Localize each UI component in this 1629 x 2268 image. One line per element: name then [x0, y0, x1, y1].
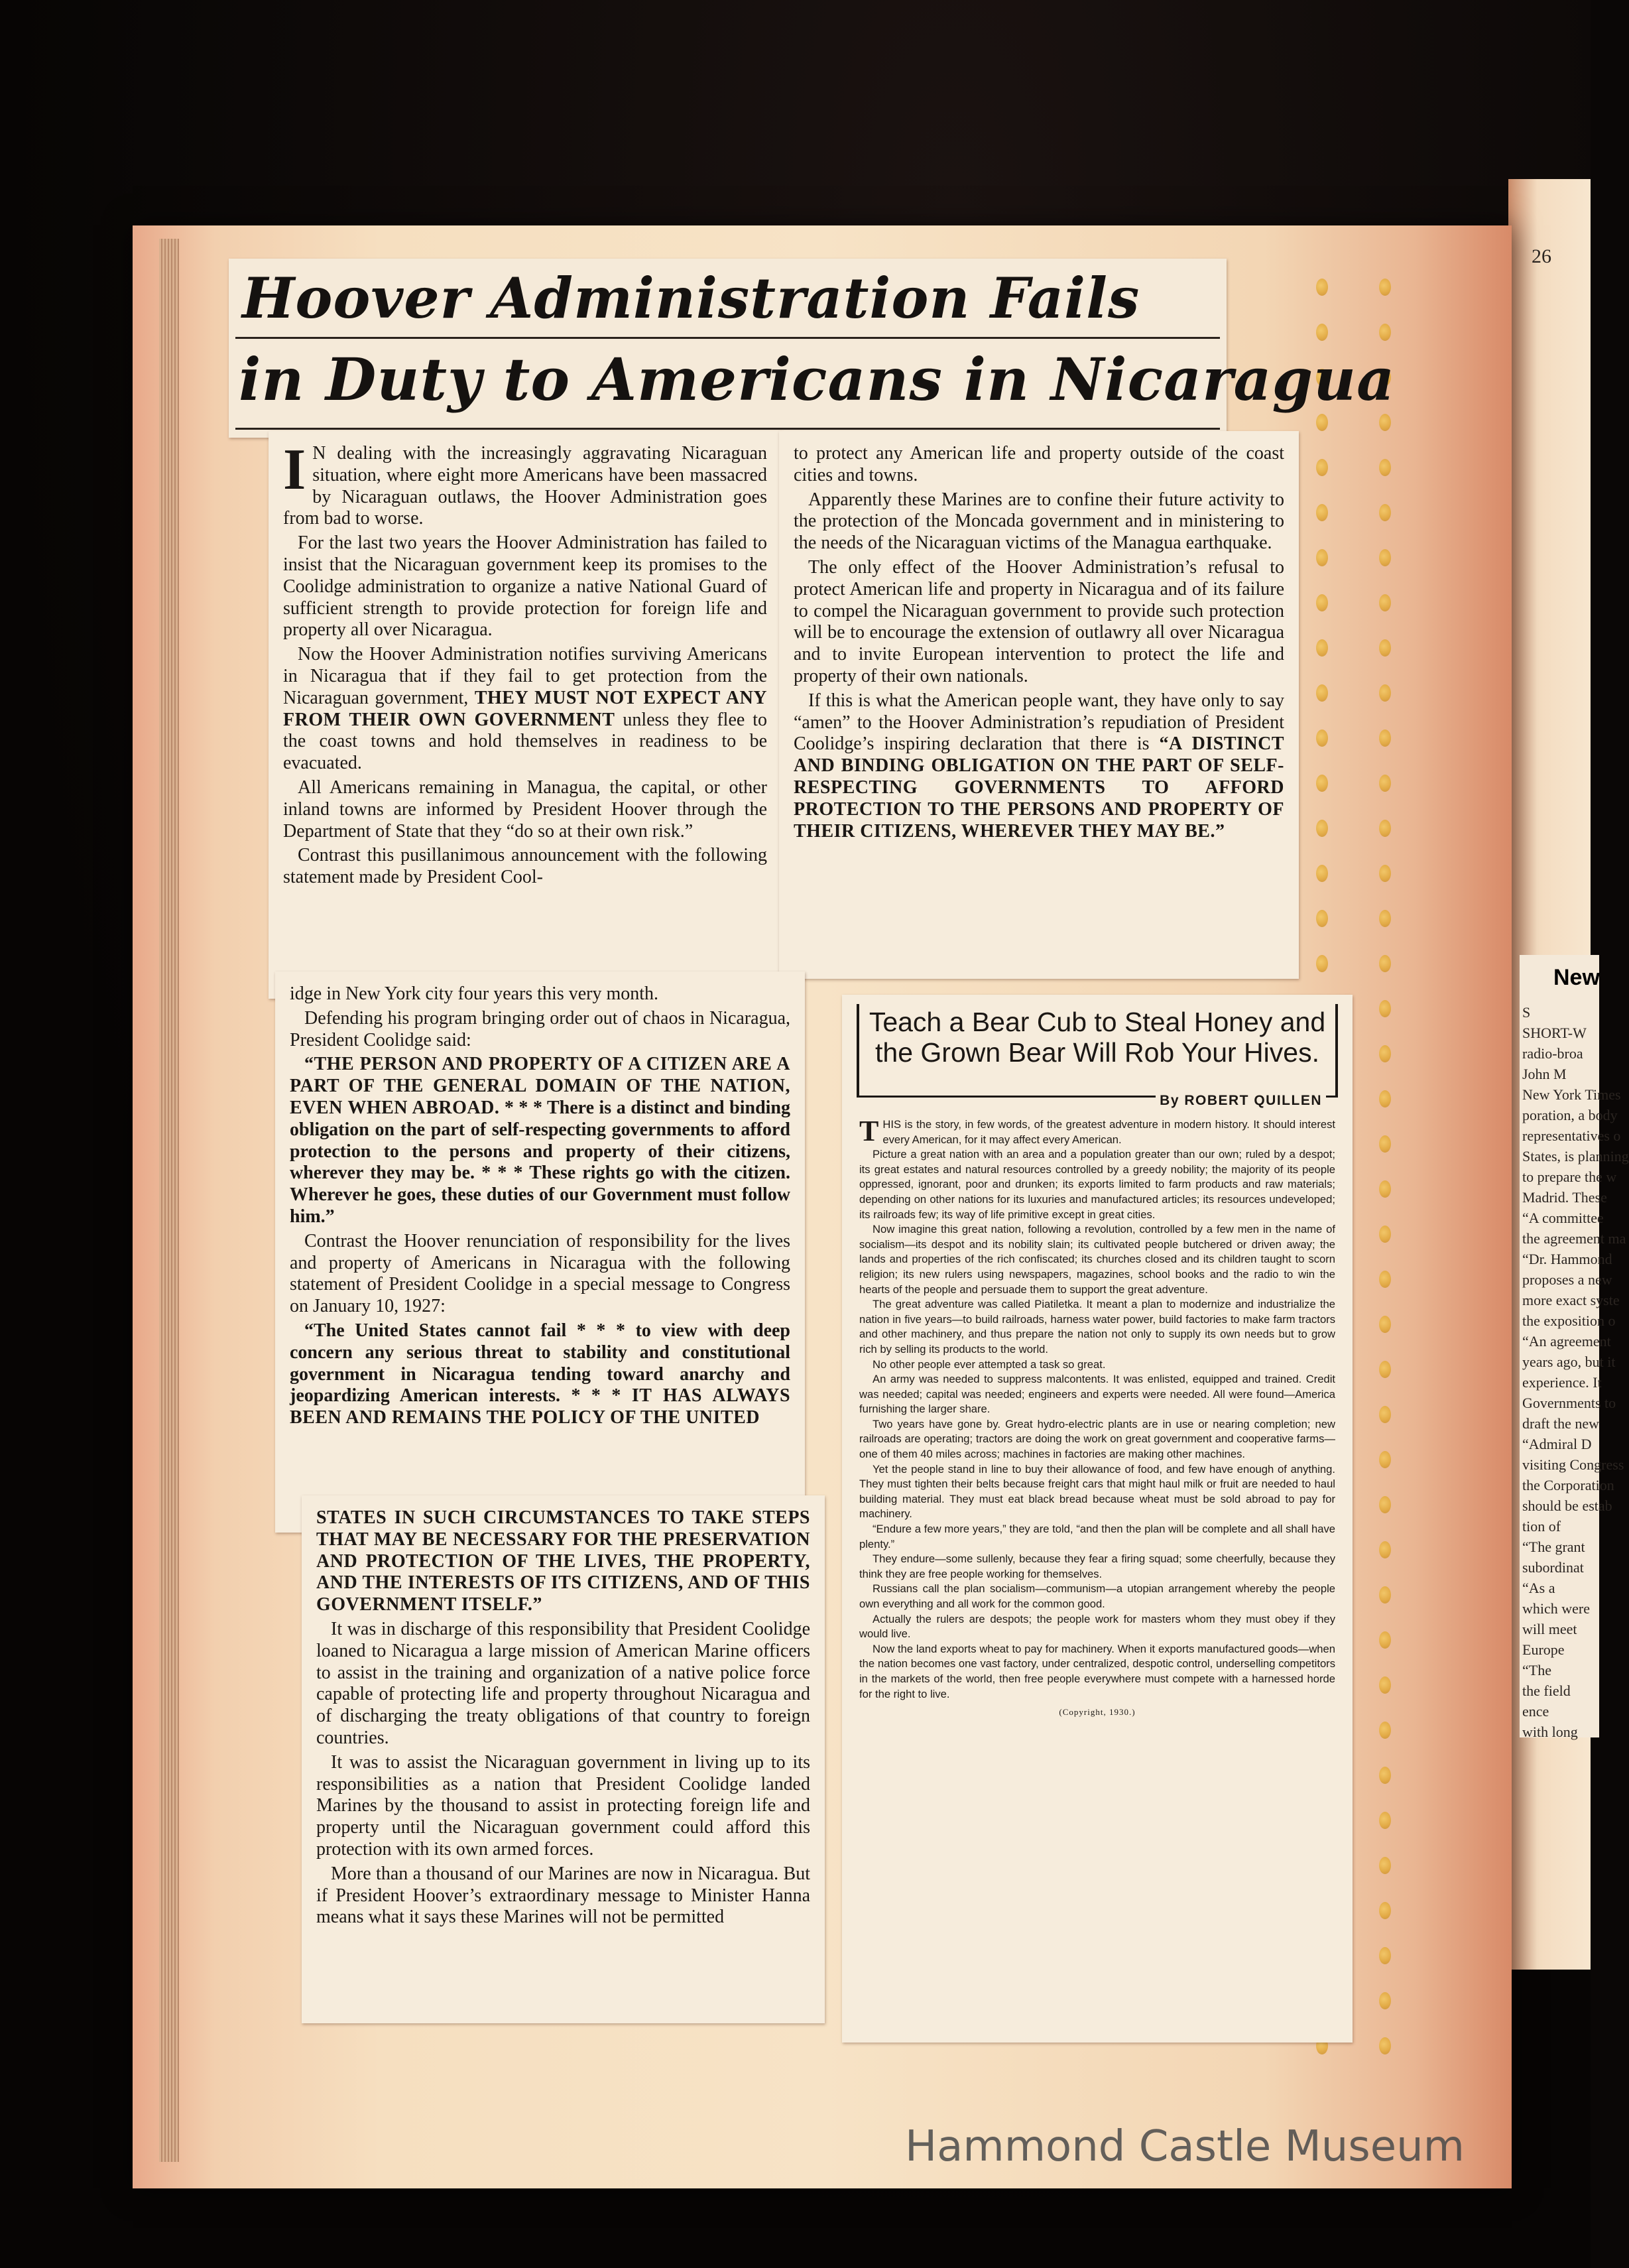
fragment-line: the agreement ma	[1522, 1230, 1626, 1247]
fragment-line: “Admiral D	[1522, 1436, 1592, 1452]
paragraph: They endure—some sullenly, because they fear a firing squad; some cheerfully, because they think they are free people working for themselves.	[859, 1552, 1335, 1580]
fragment-line: experience. It	[1522, 1374, 1602, 1391]
rivet	[1379, 684, 1391, 702]
paragraph: The great adventure was called Piatiletka. It meant a plan to modernize and industrialize the nation in five years—to build railroads, harness water power, build factories to make farm tractors and other machinery, and thus prepare the nation not only to supply its own needs but to grow rich by selling its products to the world.	[859, 1298, 1335, 1355]
paragraph: An army was needed to suppress malcontents. It was enlisted, equipped and trained. Credit was needed; capital was needed; engineers and experts were needed. All were found—America furnishing the larger share.	[859, 1373, 1335, 1416]
drop-cap: I	[283, 438, 306, 502]
rivet	[1379, 1812, 1391, 1829]
fragment-line: will meet	[1522, 1621, 1577, 1637]
rivet	[1379, 1857, 1391, 1874]
rivet	[1316, 414, 1328, 431]
fragment-line: States, is planning	[1522, 1148, 1629, 1165]
fragment-line: which were	[1522, 1600, 1591, 1617]
fragment-line: tion of	[1522, 1518, 1561, 1535]
fragment-line: visiting Congress	[1522, 1456, 1624, 1473]
paragraph: For the last two years the Hoover Administration has failed to insist that the Nicaraguan government keep its promises to the Coolidge administration to organize a native National Guard of sufficient strength to provide protection for foreign life and property all over Nicaragua.	[283, 533, 767, 641]
headline-line-2: in Duty to Americans in Nicaragua	[239, 345, 1396, 414]
rivet	[1316, 729, 1328, 747]
rivet	[1379, 1361, 1391, 1378]
rivet	[1379, 1631, 1391, 1649]
article-column-3	[275, 972, 805, 1533]
fragment-line: “Dr. Hammond	[1522, 1251, 1612, 1267]
paragraph: Contrast this pusillanimous announcement with the following statement made by President Cool-	[283, 845, 767, 888]
rivet	[1379, 594, 1391, 611]
page-stack-edge	[159, 239, 179, 2162]
rivet	[1316, 549, 1328, 566]
fragment-line: more exact syste	[1522, 1292, 1620, 1308]
rivet	[1316, 820, 1328, 837]
paragraph: Now imagine this great nation, following a revolution, controlled by a few men in the name of socialism—its despot and its nobility slain; its cultivated people butchered or driven away; the lands and properties of the rich confiscated; its churches closed and its children taught to scorn religion; its new rulers using newspapers, magazines, school books and the radio to win the hearts of the people and persuade them to support the great adventure.	[859, 1223, 1335, 1296]
article-column-1	[269, 431, 782, 999]
museum-watermark: Hammond Castle Museum	[905, 2122, 1465, 2171]
paragraph: Now the land exports wheat to pay for machinery. When it exports manufactured goods—when the nation becomes one vast factory, under centralized, despotic control, underselling competitors in the markets of the world, then free people everywhere must compete with a harnessed horde for the right to live.	[859, 1642, 1335, 1700]
fragment-line: “As a	[1522, 1580, 1555, 1596]
quoted-statement: “The United States cannot fail * * * to view with deep concern any serious threat to stability and constitutional government in Nicaragua tending toward anarchy and jeopardizing American interests. * * * IT HAS ALWAYS BEEN AND REMAINS THE POLICY OF THE UNITED	[290, 1320, 791, 1428]
quoted-statement: STATES IN SUCH CIRCUMSTANCES TO TAKE STEPS THAT MAY BE NECESSARY FOR THE PRESERVATION AND PROTECTION OF THE LIVES, THE PROPERTY, AND THE INTERESTS OF ITS CITIZENS, AND OF THIS GOVERNMENT ITSELF.”	[316, 1507, 810, 1615]
paragraph: No other people ever attempted a task so great.	[873, 1357, 1106, 1371]
rivet	[1379, 1271, 1391, 1288]
rivet	[1316, 775, 1328, 792]
fragment-line: radio-broa	[1522, 1045, 1583, 1062]
headline-clipping	[229, 259, 1396, 438]
rivet	[1379, 1767, 1391, 1784]
rivet	[1316, 955, 1328, 972]
fragment-line: S	[1522, 1004, 1531, 1021]
fragment-line: to prepare the w	[1522, 1168, 1617, 1185]
rivet	[1379, 1496, 1391, 1513]
rivet	[1379, 414, 1391, 431]
rivet	[1379, 1000, 1391, 1017]
paragraph: It was in discharge of this responsibility that President Coolidge loaned to Nicaragua a large mission of American Marine officers to assist in the training and organization of a native police force capable of protecting life and property throughout Nicaragua and of discharging the treaty obligations of that country to foreign countries.	[316, 1618, 810, 1748]
fragment-line: SHORT-W	[1522, 1025, 1587, 1041]
fragment-line: subordinat	[1522, 1559, 1584, 1576]
headline-rule-bottom	[235, 428, 1220, 430]
rivet	[1379, 324, 1391, 341]
rivet	[1316, 594, 1328, 611]
headline-rule	[235, 337, 1220, 339]
fragment-title: New	[1553, 965, 1600, 990]
fragment-line: John M	[1522, 1066, 1567, 1082]
rivet	[1379, 1722, 1391, 1739]
rivet	[1316, 910, 1328, 927]
rivet	[1379, 865, 1391, 882]
paragraph: Russians call the plan socialism—communism—a utopian arrangement whereby the people own everything and all work for the common good.	[859, 1582, 1335, 1610]
fragment-line: the exposition o	[1522, 1312, 1616, 1329]
rivet	[1379, 955, 1391, 972]
page-number: 26	[1532, 245, 1551, 267]
fragment-line: “A committee	[1522, 1210, 1604, 1226]
paragraph: It was to assist the Nicaraguan government in living up to its responsibilities as a nation that President Coolidge landed Marines by the thousand to assist in protecting foreign life and property until the Nicaraguan government could afford this protection with its own armed forces.	[316, 1751, 810, 1859]
rivet	[1316, 279, 1328, 296]
article-column-4	[302, 1495, 825, 2023]
fragment-line: New York Times	[1522, 1086, 1621, 1103]
fragment-line: years ago, but it	[1522, 1354, 1616, 1370]
rivet	[1316, 504, 1328, 521]
article-column-2	[779, 431, 1299, 979]
paragraph: If this is what the American people want, they have only to say “amen” to the Hoover Administration’s repudiation of President Coolidge’s inspiring declaration that there is “A DISTINCT AND BINDING OBLIGATION ON THE PART OF SELF-RESPECTING GOVERNMENTS TO AFFORD PROTECTION TO THE PERSONS AND PROPERTY OF THEIR CITIZENS, WHEREVER THEY MAY BE.”	[794, 690, 1285, 842]
quoted-statement: “THE PERSON AND PROPERTY OF A CITIZEN ARE A PART OF THE GENERAL DOMAIN OF THE NATION, EVEN WHEN ABROAD. * * * There is a distinct and binding obligation on the part of self-respecting governments to afford protection to the persons and property of their citizens, wherever they may be. * * * These rights go with the citizen. Wherever he goes, these duties of our Government must follow him.”	[290, 1054, 790, 1227]
rivet	[1379, 1992, 1391, 2009]
rivet	[1379, 1316, 1391, 1333]
fragment-line: Madrid. These	[1522, 1189, 1607, 1206]
rivet	[1379, 729, 1391, 747]
paragraph: to protect any American life and property outside of the coast cities and towns.	[794, 443, 1284, 485]
rivet	[1379, 504, 1391, 521]
fragment-line: “The grant	[1522, 1539, 1585, 1555]
paragraph: Two years have gone by. Great hydro-electric plants are in use or nearing completion; new railroads are operating; tractors are doing the work on great government and cooperative farms—one of them 40 miles across; machines in factories are making other machines.	[859, 1417, 1335, 1461]
paragraph: Picture a great nation with an area and a population greater than our own; ruled by a despot; its great estates and natural resources controlled by a greedy nobility; the majority of its people oppressed, ignorant, poor and drunken; its exports limited to farm products and raw materials; depending on other nations for its luxuries and manufactured articles; its resources undeveloped; its railroads few; its way of life primitive except in great cities.	[859, 1148, 1335, 1221]
paragraph: Now the Hoover Administration notifies surviving Americans in Nicaragua that if they fail to get protection from the Nicaraguan government, THEY MUST NOT EXPECT ANY FROM THEIR OWN GOVERNMENT unless they flee to the coast towns and hold themselves in readiness to be evacuated.	[283, 644, 768, 774]
fragment-line: with long	[1522, 1724, 1578, 1740]
rivet	[1379, 1947, 1391, 1964]
headline-line-1: Hoover Administration Fails	[242, 265, 1140, 331]
paragraph: The only effect of the Hoover Administration’s refusal to protect American life and property in Nicaragua and of its failure to compel the Nicaraguan government to provide such protection will be to encourage the extension of outlawry all over Nicaragua and to invite European intervention to protect the life and property of their own nationals.	[794, 556, 1284, 686]
fragment-line: “The	[1522, 1662, 1551, 1678]
rivet	[1316, 639, 1328, 657]
paragraph: Contrast the Hoover renunciation of responsibility for the lives and property of Americans in Nicaragua with the following statement of President Coolidge in a special message to Congress on January 10, 1927:	[290, 1230, 790, 1317]
fragment-line: the Corporation	[1522, 1477, 1614, 1493]
fragment-line: Governments to	[1522, 1395, 1616, 1411]
rivet	[1379, 1541, 1391, 1558]
rivet	[1379, 2037, 1391, 2054]
quillen-headline-box	[857, 1004, 1338, 1108]
rivet	[1379, 459, 1391, 476]
rivet	[1379, 279, 1391, 296]
fragment-line: the field	[1522, 1682, 1571, 1699]
rivet	[1316, 459, 1328, 476]
rivet	[1379, 1045, 1391, 1062]
paragraph: Yet the people stand in line to buy their allowance of food, and few have enough of anything. They must tighten their belts because freight cars that might haul milk or fruit are needed to haul building material. They must eat black bread because wheat must be sold abroad to pay for machinery.	[859, 1462, 1335, 1521]
paragraph: I N dealing with the increasingly aggravating Nicaraguan situation, where eight more Americans have been massacred by Nicaraguan outlaws, the Hoover Administration goes from bad to worse.	[283, 438, 767, 529]
rivet	[1379, 820, 1391, 837]
rivet	[1379, 639, 1391, 657]
paragraph: idge in New York city four years this very month.	[290, 983, 659, 1004]
drop-cap: T	[859, 1115, 879, 1147]
fragment-line: draft the new	[1522, 1415, 1600, 1432]
rivet	[1379, 1406, 1391, 1423]
quillen-title-line-2: the Grown Bear Will Rob Your Hives.	[875, 1037, 1319, 1068]
rivet	[1379, 775, 1391, 792]
rivet	[1379, 1676, 1391, 1694]
paragraph: THIS is the story, in few words, of the greatest adventure in modern history. It should interest every American, for it may affect every American.	[859, 1115, 1335, 1147]
fragment-line: representatives o	[1522, 1127, 1621, 1144]
rivet	[1379, 1090, 1391, 1107]
paragraph: All Americans remaining in Managua, the capital, or other inland towns are informed by President Hoover through the Department of State that they “do so at their own risk.”	[283, 777, 767, 842]
fragment-line: proposes a new	[1522, 1271, 1612, 1288]
rivet	[1379, 1902, 1391, 1919]
rivet	[1316, 865, 1328, 882]
fragment-line: “An agreement	[1522, 1333, 1611, 1350]
rivet	[1316, 324, 1328, 341]
paragraph: Actually the rulers are despots; the people work for masters whom they must obey if they would live.	[859, 1612, 1335, 1641]
rivet	[1379, 1586, 1391, 1604]
rivet	[1379, 1135, 1391, 1153]
copyright-note: (Copyright, 1930.)	[1059, 1707, 1136, 1718]
fragment-line: ence	[1522, 1703, 1549, 1720]
byline: By ROBERT QUILLEN	[1156, 1093, 1326, 1109]
rivet	[1316, 684, 1328, 702]
rivet	[1379, 1451, 1391, 1468]
quillen-body	[842, 1098, 1353, 1702]
quillen-title-line-1: Teach a Bear Cub to Steal Honey and	[869, 1007, 1326, 1037]
paragraph: More than a thousand of our Marines are now in Nicaragua. But if President Hoover’s extraordinary message to Minister Hanna means what it says these Marines will not be permitted	[316, 1863, 810, 1928]
quillen-clipping	[842, 995, 1353, 2043]
rivet	[1379, 1180, 1391, 1198]
paragraph: Apparently these Marines are to confine their future activity to the protection of the Moncada government and in ministering to the needs of the Nicaraguan victims of the Managua earthquake.	[794, 489, 1284, 554]
fragment-line: should be estab	[1522, 1497, 1612, 1514]
rivet	[1379, 549, 1391, 566]
fragment-line: Europe	[1522, 1641, 1565, 1658]
fragment-line: poration, a body	[1522, 1107, 1618, 1123]
paragraph: Defending his program bringing order out of chaos in Nicaragua, President Coolidge said:	[290, 1007, 790, 1050]
paragraph: “Endure a few more years,” they are told, “and then the plan will be complete and all shall have plenty.”	[859, 1523, 1335, 1550]
rivet	[1379, 910, 1391, 927]
rivet	[1379, 1226, 1391, 1243]
